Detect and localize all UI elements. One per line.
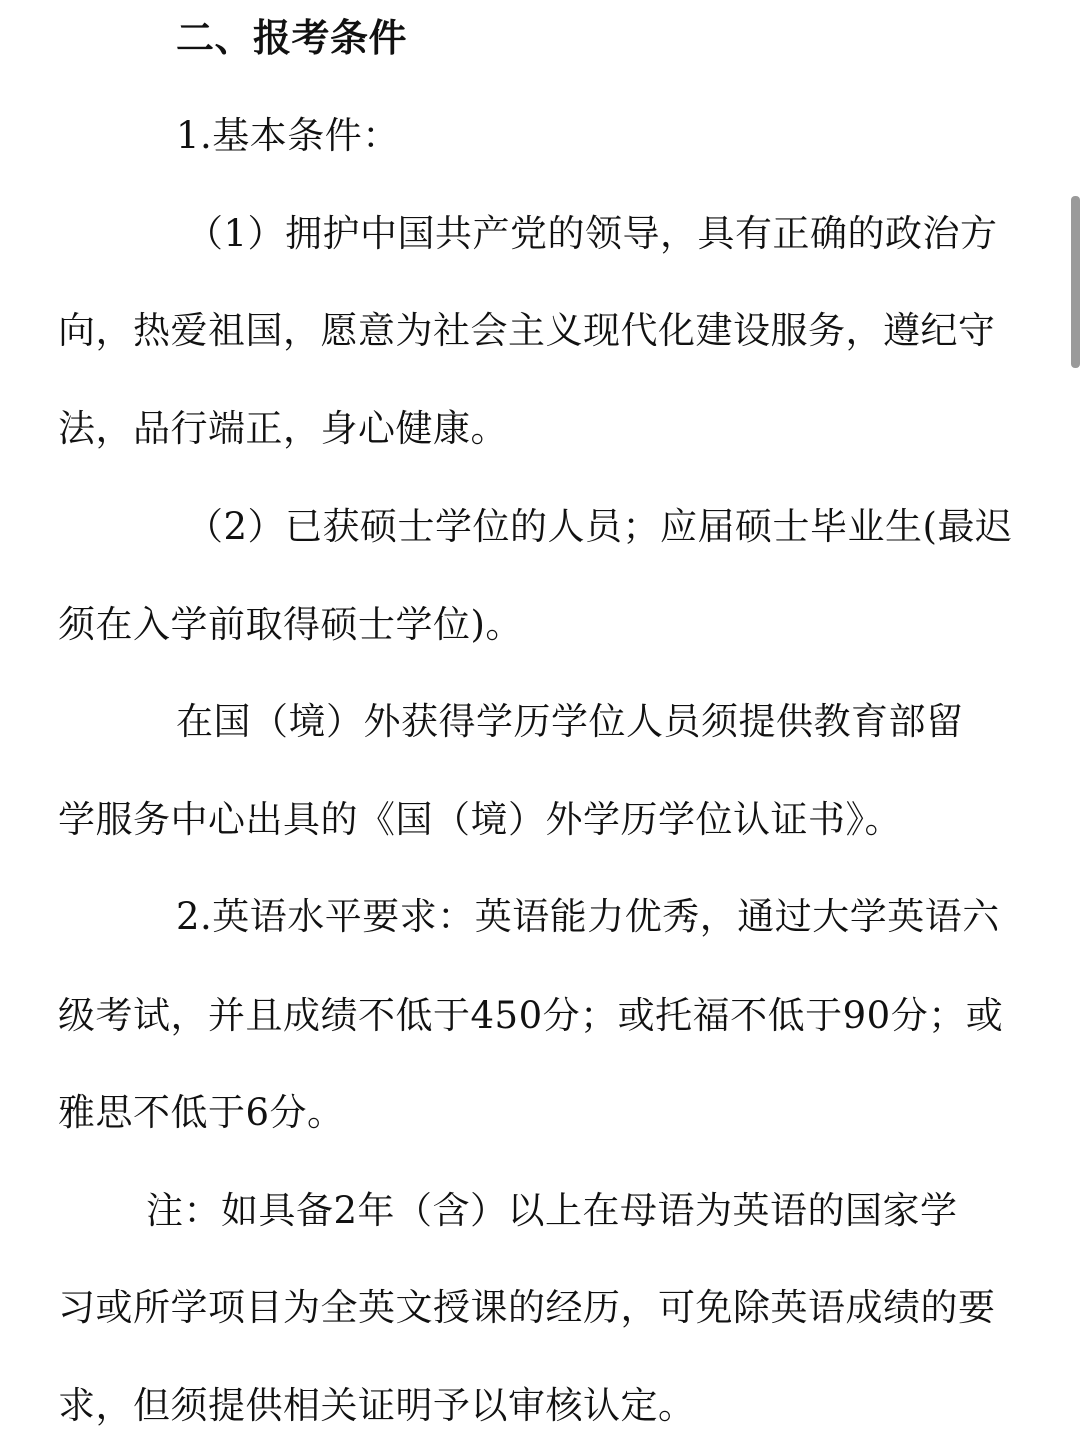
english-requirement-line-3: 雅思不低于6分。 xyxy=(58,1091,345,1134)
condition-1-line-1: （1）拥护中国共产党的领导，具有正确的政治方 xyxy=(186,212,998,255)
english-requirement-line-2: 级考试，并且成绩不低于450分；或托福不低于90分；或 xyxy=(58,994,1004,1037)
note-line-1: 注：如具备2年（含）以上在母语为英语的国家学 xyxy=(146,1189,958,1232)
condition-2-line-1: （2）已获硕士学位的人员；应届硕士毕业生(最迟 xyxy=(186,505,1013,548)
abroad-degree-line-2: 学服务中心出具的《国（境）外学历学位认证书》。 xyxy=(58,798,902,841)
english-requirement-line-1: 2.英语水平要求：英语能力优秀，通过大学英语六 xyxy=(176,895,1000,938)
note-line-3: 求，但须提供相关证明予以审核认定。 xyxy=(58,1384,696,1427)
note-line-2: 习或所学项目为全英文授课的经历，可免除英语成绩的要 xyxy=(58,1286,996,1329)
vertical-scrollbar[interactable] xyxy=(1071,196,1080,368)
abroad-degree-line-1: 在国（境）外获得学历学位人员须提供教育部留 xyxy=(176,700,964,743)
condition-1-line-2: 向，热爱祖国，愿意为社会主义现代化建设服务，遵纪守 xyxy=(58,309,996,352)
condition-2-line-2: 须在入学前取得硕士学位)。 xyxy=(58,603,523,646)
basic-conditions-title: 1.基本条件： xyxy=(176,114,400,157)
section-heading: 二、报考条件 xyxy=(176,16,408,60)
condition-1-line-3: 法，品行端正，身心健康。 xyxy=(58,407,508,450)
